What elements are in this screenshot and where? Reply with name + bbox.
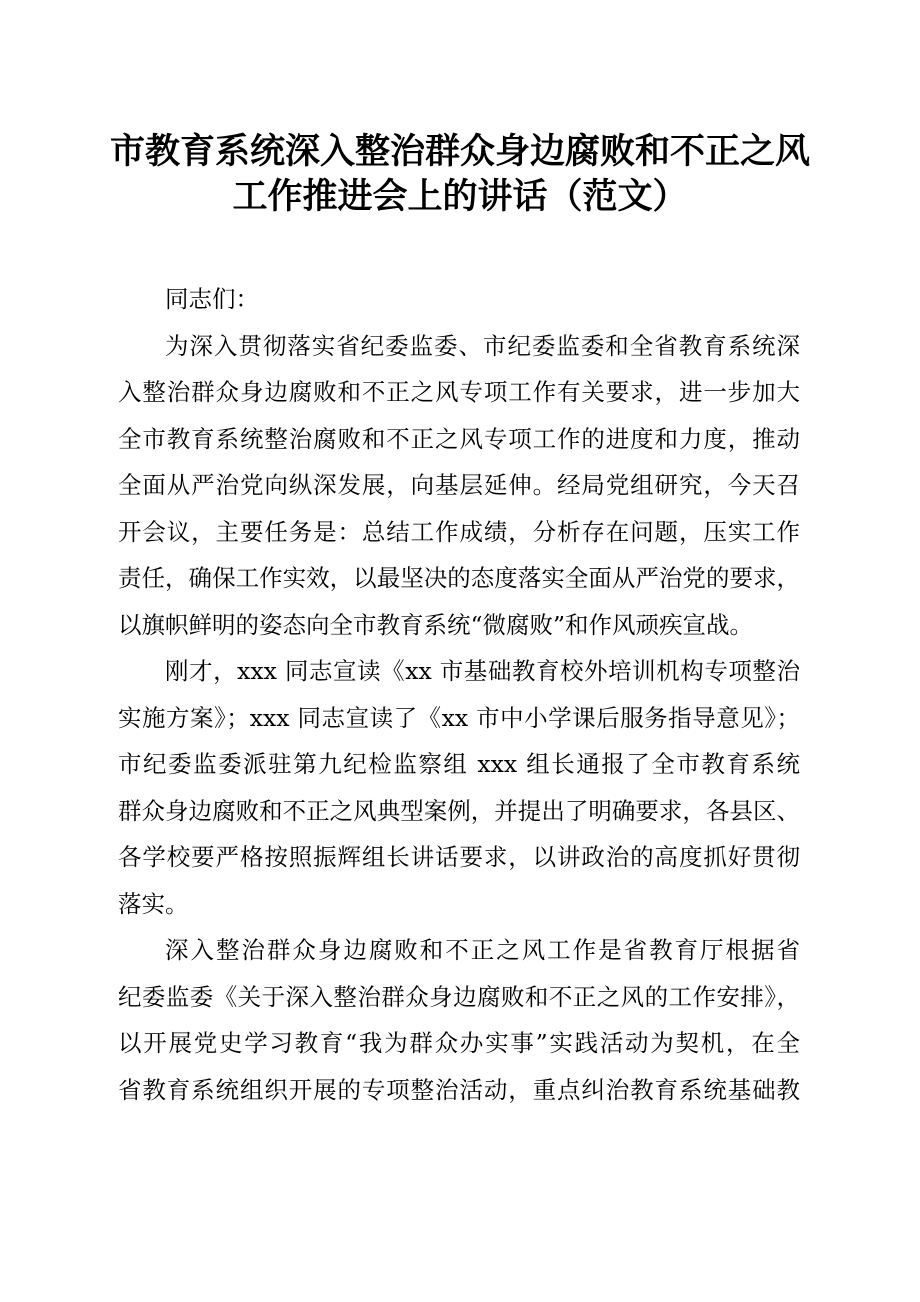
paragraph-line: 各学校要严格按照振辉组长讲话要求，以讲政治的高度抓好贯彻 — [118, 843, 800, 871]
paragraph-line: 纪委监委《关于深入整治群众身边腐败和不正之风的工作安排》， — [118, 982, 800, 1011]
paragraph-line: 责任，确保工作实效，以最坚决的态度落实全面从严治党的要求， — [118, 564, 800, 592]
paragraph-line: 刚才，xxx 同志宣读《xx 市基础教育校外培训机构专项整治 — [165, 657, 800, 685]
paragraph-line: 市纪委监委派驻第九纪检监察组 xxx 组长通报了全市教育系统 — [118, 750, 800, 778]
title-line-1: 市教育系统深入整治群众身边腐败和不正之风 — [109, 132, 810, 172]
paragraph-line: 实施方案》；xxx 同志宣读了《xx 市中小学课后服务指导意见》； — [118, 703, 800, 732]
document-body — [118, 276, 800, 1113]
paragraph-line: 开会议，主要任务是：总结工作成绩，分析存在问题，压实工作 — [118, 517, 800, 546]
paragraph-line: 为深入贯彻落实省纪委监委、市纪委监委和全省教育系统深 — [165, 331, 800, 360]
paragraph-line: 全面从严治党向纵深发展，向基层延伸。经局党组研究，今天召 — [118, 471, 800, 499]
paragraph-line: 全市教育系统整治腐败和不正之风专项工作的进度和力度，推动 — [118, 424, 800, 453]
paragraph-line: 群众身边腐败和不正之风典型案例，并提出了明确要求，各县区、 — [118, 796, 800, 825]
paragraph-1 — [118, 323, 800, 649]
paragraph-3 — [118, 927, 800, 1113]
title-line-2: 工作推进会上的讲话（范文） — [232, 177, 688, 217]
paragraph-line: 以旗帜鲜明的姿态向全市教育系统“微腐败”和作风顽疾宣战。 — [118, 610, 754, 639]
document-title — [100, 130, 820, 220]
paragraph-line: 以开展党史学习教育“我为群众办实事”实践活动为契机，在全 — [118, 1029, 800, 1057]
paragraph-line: 深入整治群众身边腐败和不正之风工作是省教育厅根据省 — [165, 936, 800, 964]
salutation: 同志们： — [165, 285, 259, 313]
paragraph-2 — [118, 648, 800, 927]
paragraph-line: 落实。 — [118, 889, 189, 918]
paragraph-line: 入整治群众身边腐败和不正之风专项工作有关要求，进一步加大 — [118, 378, 800, 406]
paragraph-line: 省教育系统组织开展的专项整治活动，重点纠治教育系统基础教 — [118, 1075, 800, 1104]
